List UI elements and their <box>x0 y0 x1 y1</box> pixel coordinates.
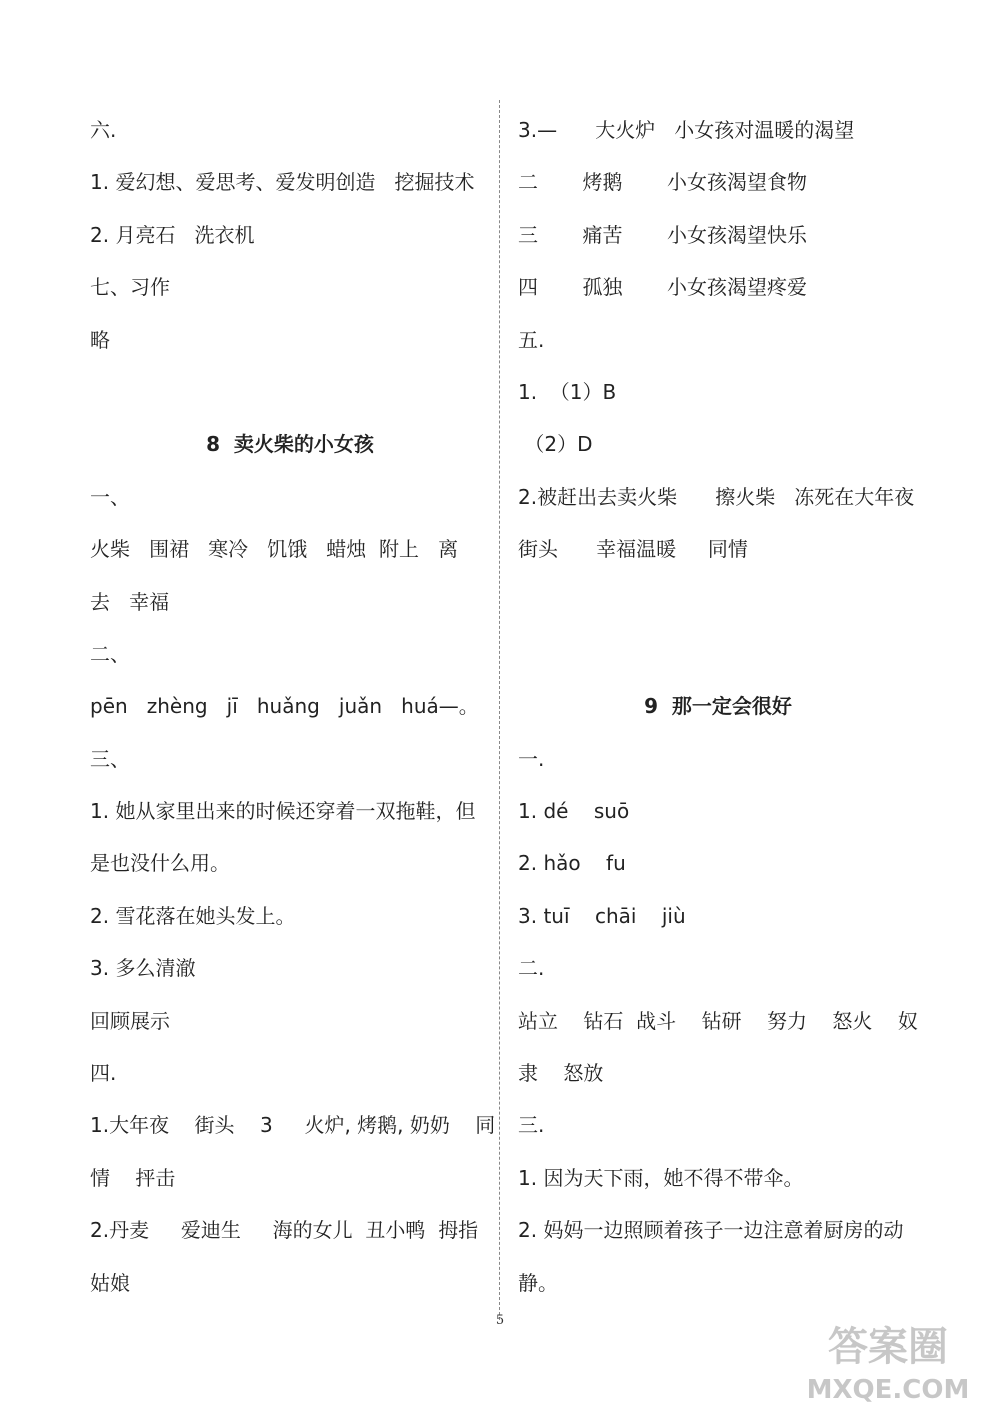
left-text-line: 火柴 围裙 寒冷 饥饿 蜡烛 附上 离 <box>90 537 459 562</box>
right-text-line: 二 烤鹅 小女孩渴望食物 <box>518 170 808 195</box>
right-text-line: 2. hǎo fu <box>518 851 626 876</box>
left-text-line: 3. 多么清澈 <box>90 956 196 981</box>
left-text-line: 三、 <box>90 746 130 771</box>
left-text-line: 情 抨击 <box>90 1165 176 1190</box>
left-section-title: 8 卖火柴的小女孩 <box>206 432 374 457</box>
right-text-line: 四 孤独 小女孩渴望疼爱 <box>518 275 808 300</box>
right-text-line: 三. <box>518 1113 545 1138</box>
right-text-line: 一. <box>518 746 545 771</box>
left-text-line: 去 幸福 <box>90 589 170 614</box>
right-text-line: （2）D <box>518 432 593 457</box>
column-divider <box>499 100 500 1320</box>
watermark-bottom-text: MXQE.COM <box>806 1375 970 1405</box>
left-text-line: 2. 月亮石 洗衣机 <box>90 222 255 247</box>
right-column <box>518 104 938 1309</box>
right-text-line: 五. <box>518 327 545 352</box>
right-text-line <box>518 576 938 628</box>
left-text-line: 1. 她从家里出来的时候还穿着一双拖鞋，但 <box>90 799 476 824</box>
right-text-line: 2.被赶出去卖火柴 擦火柴 冻死在大年夜 <box>518 484 915 509</box>
right-text-line: 1. （1）B <box>518 379 617 404</box>
right-section-title: 9 那一定会很好 <box>644 694 792 719</box>
left-text-line: 1. 爱幻想、爱思考、爱发明创造 挖掘技术 <box>90 170 475 195</box>
right-text-line: 3.— 大火炉 小女孩对温暖的渴望 <box>518 118 855 142</box>
left-text-line: 是也没什么用。 <box>90 851 230 876</box>
right-text-line <box>518 628 938 680</box>
right-text-line: 2. 妈妈一边照顾着孩子一边注意着厨房的动 <box>518 1218 904 1243</box>
watermark-logo <box>788 1318 988 1408</box>
left-text-line: 1.大年夜 街头 3 火炉, 烤鹅, 奶奶 同 <box>90 1113 496 1138</box>
right-text-line: 三 痛苦 小女孩渴望快乐 <box>518 222 808 247</box>
right-text-line: 二. <box>518 956 545 981</box>
left-text-line: 2.丹麦 爱迪生 海的女儿 丑小鸭 拇指 <box>90 1218 479 1243</box>
left-text-line: 七、习作 <box>90 275 170 300</box>
left-text-line: 2. 雪花落在她头发上。 <box>90 903 296 928</box>
right-text-line: 静。 <box>518 1270 558 1295</box>
left-text-line <box>90 366 490 418</box>
left-text-line: pēn zhèng jī huǎng juǎn huá—。 <box>90 694 479 719</box>
left-text-line: 二、 <box>90 641 130 666</box>
left-text-line: 略 <box>90 327 110 352</box>
right-text-line: 1. dé suō <box>518 799 630 824</box>
left-text-line: 四. <box>90 1061 117 1086</box>
page-number: 5 <box>495 1313 505 1328</box>
left-text-line: 一、 <box>90 484 130 509</box>
left-column <box>90 104 496 1309</box>
right-text-line: 隶 怒放 <box>518 1061 604 1086</box>
watermark-top-text: 答案圈 <box>828 1324 948 1370</box>
left-text-line: 姑娘 <box>90 1270 130 1295</box>
right-text-line: 1. 因为天下雨，她不得不带伞。 <box>518 1165 804 1190</box>
right-text-line: 站立 钻石 战斗 钻研 努力 怒火 奴 <box>518 1008 918 1033</box>
right-text-line: 3. tuī chāi jiù <box>518 903 686 928</box>
left-text-line: 回顾展示 <box>90 1008 170 1033</box>
right-text-line: 街头 幸福温暖 同情 <box>518 537 748 562</box>
left-text-line: 六. <box>90 118 117 142</box>
